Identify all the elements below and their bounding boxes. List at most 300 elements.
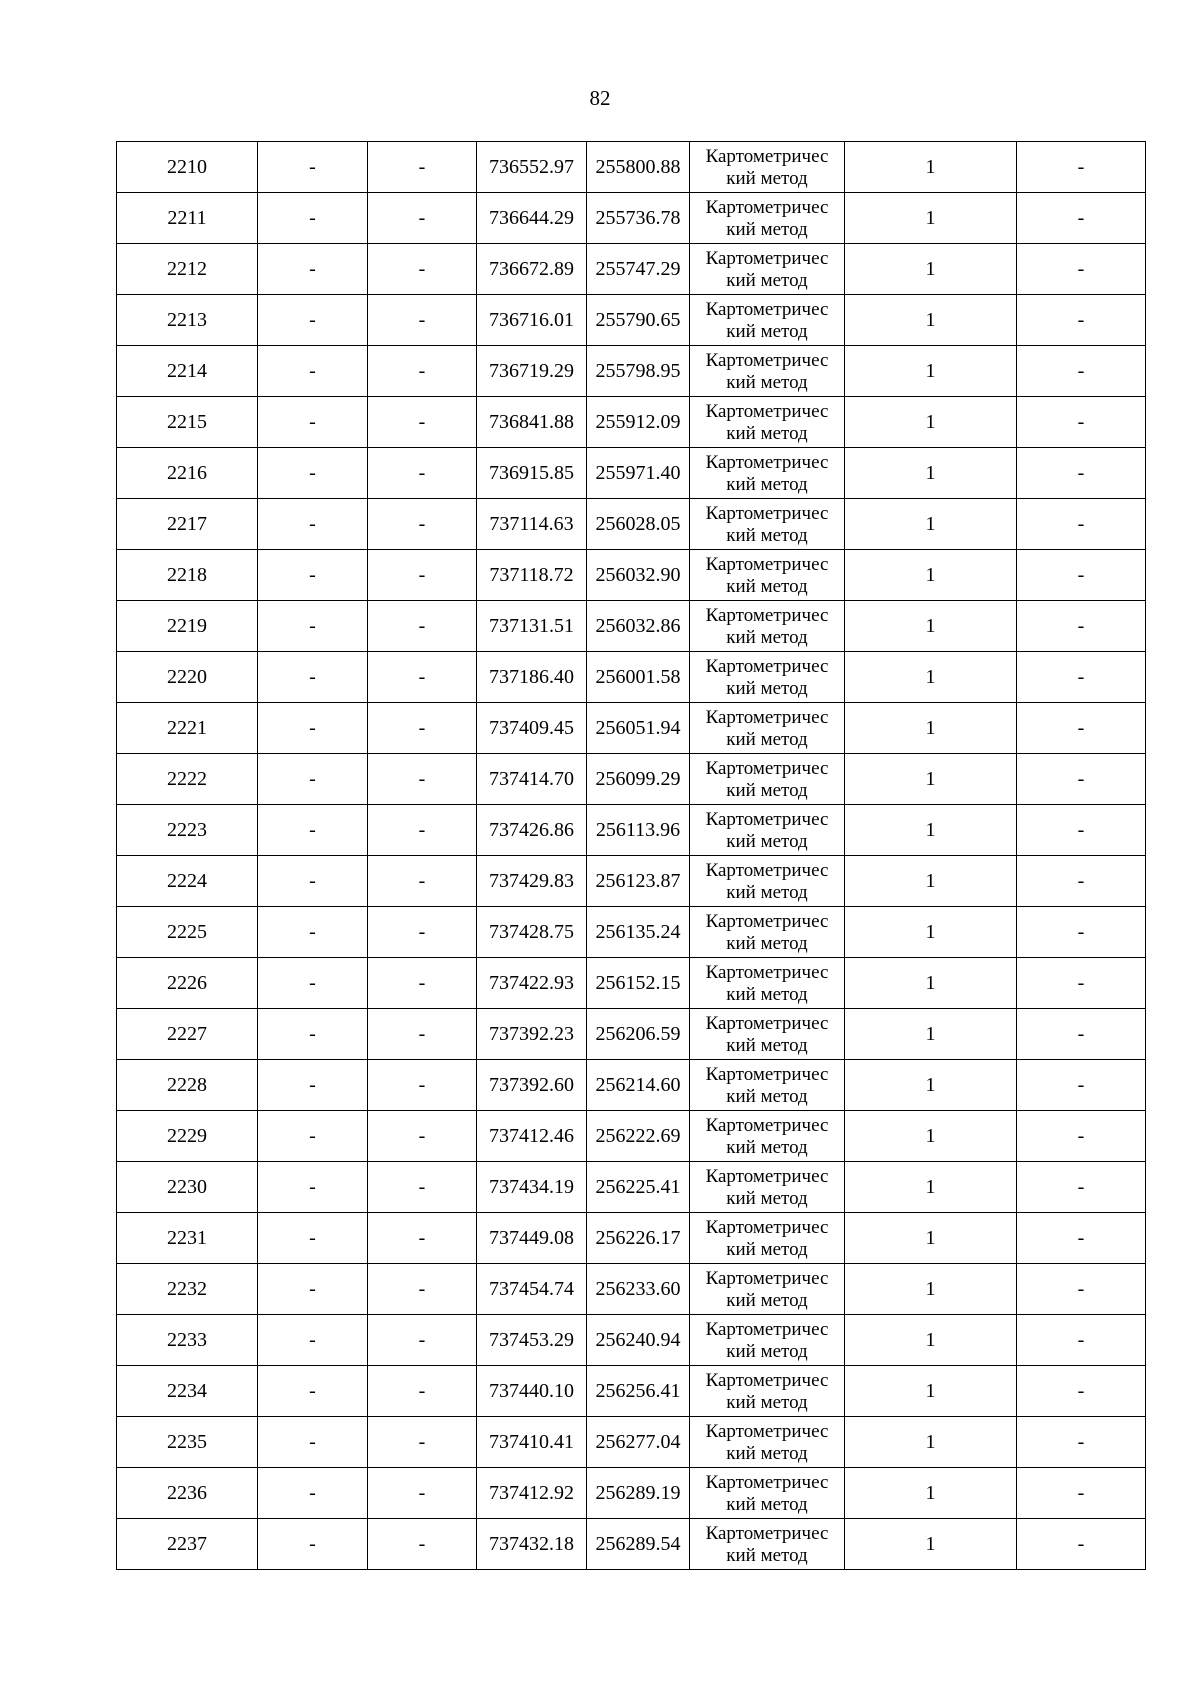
table-row — [117, 1264, 1146, 1315]
dash-cell: - — [258, 499, 368, 550]
dash-cell: - — [1017, 550, 1146, 601]
method-cell — [690, 1366, 845, 1417]
method-cell — [690, 142, 845, 193]
method-text-line: кий метод — [726, 575, 808, 597]
x-coordinate-cell: 737186.40 — [477, 652, 587, 703]
accuracy-value-cell: 1 — [845, 346, 1017, 397]
point-number-cell: 2220 — [117, 652, 258, 703]
point-number-cell: 2216 — [117, 448, 258, 499]
dash-cell: - — [368, 907, 477, 958]
y-coordinate-cell: 256289.19 — [587, 1468, 690, 1519]
dash-cell: - — [368, 1009, 477, 1060]
x-coordinate-cell: 737114.63 — [477, 499, 587, 550]
point-number-cell: 2213 — [117, 295, 258, 346]
table-row — [117, 1417, 1146, 1468]
point-number-cell: 2222 — [117, 754, 258, 805]
dash-cell: - — [368, 1468, 477, 1519]
table-row — [117, 703, 1146, 754]
table-row — [117, 499, 1146, 550]
point-number-cell: 2228 — [117, 1060, 258, 1111]
accuracy-value-cell: 1 — [845, 1213, 1017, 1264]
x-coordinate-cell: 736719.29 — [477, 346, 587, 397]
dash-cell: - — [1017, 1009, 1146, 1060]
dash-cell: - — [1017, 601, 1146, 652]
accuracy-value-cell: 1 — [845, 1366, 1017, 1417]
method-text-line: Картометричес — [705, 808, 829, 830]
accuracy-value-cell: 1 — [845, 550, 1017, 601]
dash-cell: - — [258, 448, 368, 499]
dash-cell: - — [368, 1417, 477, 1468]
x-coordinate-cell: 737429.83 — [477, 856, 587, 907]
x-coordinate-cell: 737412.46 — [477, 1111, 587, 1162]
accuracy-value-cell: 1 — [845, 1264, 1017, 1315]
point-number-cell: 2233 — [117, 1315, 258, 1366]
table-row — [117, 1315, 1146, 1366]
accuracy-value-cell: 1 — [845, 244, 1017, 295]
method-text-line: Картометричес — [705, 1420, 829, 1442]
dash-cell: - — [368, 1162, 477, 1213]
dash-cell: - — [1017, 805, 1146, 856]
point-number-cell: 2232 — [117, 1264, 258, 1315]
point-number-cell: 2236 — [117, 1468, 258, 1519]
point-number-cell: 2231 — [117, 1213, 258, 1264]
method-text-line: кий метод — [726, 1442, 808, 1464]
dash-cell: - — [1017, 346, 1146, 397]
dash-cell: - — [258, 907, 368, 958]
dash-cell: - — [1017, 295, 1146, 346]
dash-cell: - — [1017, 397, 1146, 448]
method-text-line: кий метод — [726, 1085, 808, 1107]
method-text-line: кий метод — [726, 218, 808, 240]
point-number-cell: 2219 — [117, 601, 258, 652]
method-cell — [690, 1162, 845, 1213]
dash-cell: - — [368, 958, 477, 1009]
dash-cell: - — [258, 1213, 368, 1264]
method-text-line: кий метод — [726, 422, 808, 444]
x-coordinate-cell: 737392.60 — [477, 1060, 587, 1111]
x-coordinate-cell: 737422.93 — [477, 958, 587, 1009]
dash-cell: - — [258, 1111, 368, 1162]
point-number-cell: 2211 — [117, 193, 258, 244]
dash-cell: - — [368, 703, 477, 754]
y-coordinate-cell: 255912.09 — [587, 397, 690, 448]
method-cell — [690, 1060, 845, 1111]
accuracy-value-cell: 1 — [845, 448, 1017, 499]
accuracy-value-cell: 1 — [845, 805, 1017, 856]
y-coordinate-cell: 256032.90 — [587, 550, 690, 601]
accuracy-value-cell: 1 — [845, 499, 1017, 550]
dash-cell: - — [1017, 652, 1146, 703]
dash-cell: - — [258, 856, 368, 907]
y-coordinate-cell: 255798.95 — [587, 346, 690, 397]
method-text-line: кий метод — [726, 626, 808, 648]
point-number-cell: 2217 — [117, 499, 258, 550]
method-cell — [690, 295, 845, 346]
method-cell — [690, 1111, 845, 1162]
accuracy-value-cell: 1 — [845, 142, 1017, 193]
point-number-cell: 2224 — [117, 856, 258, 907]
method-text-line: Картометричес — [705, 196, 829, 218]
method-text-line: кий метод — [726, 779, 808, 801]
coordinates-table — [116, 141, 1146, 1570]
point-number-cell: 2210 — [117, 142, 258, 193]
page-number: 82 — [589, 86, 611, 110]
method-text-line: Картометричес — [705, 961, 829, 983]
dash-cell: - — [368, 856, 477, 907]
accuracy-value-cell: 1 — [845, 1468, 1017, 1519]
method-text-line: Картометричес — [705, 1114, 829, 1136]
method-text-line: Картометричес — [705, 1267, 829, 1289]
x-coordinate-cell: 736644.29 — [477, 193, 587, 244]
method-text-line: кий метод — [726, 983, 808, 1005]
method-text-line: кий метод — [726, 269, 808, 291]
dash-cell: - — [1017, 1468, 1146, 1519]
dash-cell: - — [1017, 958, 1146, 1009]
point-number-cell: 2226 — [117, 958, 258, 1009]
y-coordinate-cell: 256135.24 — [587, 907, 690, 958]
dash-cell: - — [258, 1315, 368, 1366]
accuracy-value-cell: 1 — [845, 703, 1017, 754]
method-text-line: Картометричес — [705, 400, 829, 422]
dash-cell: - — [258, 1366, 368, 1417]
method-text-line: кий метод — [726, 1493, 808, 1515]
method-cell — [690, 652, 845, 703]
x-coordinate-cell: 736841.88 — [477, 397, 587, 448]
y-coordinate-cell: 255736.78 — [587, 193, 690, 244]
dash-cell: - — [1017, 193, 1146, 244]
method-text-line: кий метод — [726, 1136, 808, 1158]
method-text-line: кий метод — [726, 167, 808, 189]
table-row — [117, 754, 1146, 805]
dash-cell: - — [1017, 907, 1146, 958]
method-cell — [690, 703, 845, 754]
dash-cell: - — [258, 1264, 368, 1315]
dash-cell: - — [1017, 1519, 1146, 1570]
dash-cell: - — [258, 193, 368, 244]
method-text-line: кий метод — [726, 1340, 808, 1362]
method-text-line: кий метод — [726, 728, 808, 750]
point-number-cell: 2234 — [117, 1366, 258, 1417]
dash-cell: - — [258, 1519, 368, 1570]
x-coordinate-cell: 737410.41 — [477, 1417, 587, 1468]
method-text-line: Картометричес — [705, 604, 829, 626]
y-coordinate-cell: 256113.96 — [587, 805, 690, 856]
dash-cell: - — [258, 805, 368, 856]
y-coordinate-cell: 256028.05 — [587, 499, 690, 550]
accuracy-value-cell: 1 — [845, 907, 1017, 958]
point-number-cell: 2223 — [117, 805, 258, 856]
dash-cell: - — [368, 1060, 477, 1111]
table-row — [117, 805, 1146, 856]
accuracy-value-cell: 1 — [845, 1519, 1017, 1570]
method-text-line: кий метод — [726, 830, 808, 852]
method-text-line: Картометричес — [705, 1369, 829, 1391]
accuracy-value-cell: 1 — [845, 1162, 1017, 1213]
dash-cell: - — [258, 1060, 368, 1111]
y-coordinate-cell: 256289.54 — [587, 1519, 690, 1570]
accuracy-value-cell: 1 — [845, 1417, 1017, 1468]
dash-cell: - — [368, 805, 477, 856]
accuracy-value-cell: 1 — [845, 1009, 1017, 1060]
method-text-line: Картометричес — [705, 451, 829, 473]
table-row — [117, 397, 1146, 448]
dash-cell: - — [1017, 1111, 1146, 1162]
dash-cell: - — [1017, 1213, 1146, 1264]
table-row — [117, 1060, 1146, 1111]
y-coordinate-cell: 255800.88 — [587, 142, 690, 193]
y-coordinate-cell: 255747.29 — [587, 244, 690, 295]
method-text-line: кий метод — [726, 932, 808, 954]
dash-cell: - — [258, 346, 368, 397]
method-cell — [690, 499, 845, 550]
dash-cell: - — [368, 1366, 477, 1417]
method-cell — [690, 1315, 845, 1366]
x-coordinate-cell: 736672.89 — [477, 244, 587, 295]
x-coordinate-cell: 737412.92 — [477, 1468, 587, 1519]
table-row — [117, 142, 1146, 193]
y-coordinate-cell: 256277.04 — [587, 1417, 690, 1468]
method-cell — [690, 1213, 845, 1264]
accuracy-value-cell: 1 — [845, 1315, 1017, 1366]
method-cell — [690, 754, 845, 805]
method-text-line: кий метод — [726, 677, 808, 699]
dash-cell: - — [1017, 142, 1146, 193]
table-row — [117, 1468, 1146, 1519]
y-coordinate-cell: 256240.94 — [587, 1315, 690, 1366]
table-row — [117, 193, 1146, 244]
dash-cell: - — [258, 397, 368, 448]
x-coordinate-cell: 737118.72 — [477, 550, 587, 601]
method-cell — [690, 1009, 845, 1060]
y-coordinate-cell: 256032.86 — [587, 601, 690, 652]
table-row — [117, 958, 1146, 1009]
dash-cell: - — [368, 346, 477, 397]
y-coordinate-cell: 256222.69 — [587, 1111, 690, 1162]
table-row — [117, 346, 1146, 397]
dash-cell: - — [1017, 703, 1146, 754]
y-coordinate-cell: 255971.40 — [587, 448, 690, 499]
accuracy-value-cell: 1 — [845, 652, 1017, 703]
method-text-line: Картометричес — [705, 910, 829, 932]
x-coordinate-cell: 737454.74 — [477, 1264, 587, 1315]
dash-cell: - — [258, 958, 368, 1009]
dash-cell: - — [258, 754, 368, 805]
x-coordinate-cell: 737409.45 — [477, 703, 587, 754]
dash-cell: - — [368, 193, 477, 244]
y-coordinate-cell: 256152.15 — [587, 958, 690, 1009]
method-cell — [690, 244, 845, 295]
dash-cell: - — [368, 652, 477, 703]
dash-cell: - — [258, 295, 368, 346]
accuracy-value-cell: 1 — [845, 958, 1017, 1009]
dash-cell: - — [258, 601, 368, 652]
dash-cell: - — [368, 550, 477, 601]
table-row — [117, 1162, 1146, 1213]
method-text-line: Картометричес — [705, 655, 829, 677]
method-cell — [690, 1264, 845, 1315]
dash-cell: - — [368, 1264, 477, 1315]
dash-cell: - — [258, 244, 368, 295]
method-text-line: Картометричес — [705, 247, 829, 269]
dash-cell: - — [368, 754, 477, 805]
method-text-line: Картометричес — [705, 502, 829, 524]
table-row — [117, 1111, 1146, 1162]
dash-cell: - — [1017, 1060, 1146, 1111]
dash-cell: - — [368, 397, 477, 448]
dash-cell: - — [1017, 448, 1146, 499]
method-text-line: кий метод — [726, 1391, 808, 1413]
method-cell — [690, 1519, 845, 1570]
point-number-cell: 2215 — [117, 397, 258, 448]
table-row — [117, 244, 1146, 295]
point-number-cell: 2218 — [117, 550, 258, 601]
y-coordinate-cell: 255790.65 — [587, 295, 690, 346]
accuracy-value-cell: 1 — [845, 1060, 1017, 1111]
method-text-line: Картометричес — [705, 1318, 829, 1340]
method-cell — [690, 1417, 845, 1468]
dash-cell: - — [368, 142, 477, 193]
method-cell — [690, 907, 845, 958]
table-row — [117, 1519, 1146, 1570]
method-cell — [690, 550, 845, 601]
point-number-cell: 2235 — [117, 1417, 258, 1468]
x-coordinate-cell: 737449.08 — [477, 1213, 587, 1264]
method-text-line: кий метод — [726, 1544, 808, 1566]
dash-cell: - — [258, 652, 368, 703]
point-number-cell: 2229 — [117, 1111, 258, 1162]
method-text-line: Картометричес — [705, 1216, 829, 1238]
dash-cell: - — [1017, 1315, 1146, 1366]
table-row — [117, 1366, 1146, 1417]
y-coordinate-cell: 256206.59 — [587, 1009, 690, 1060]
method-cell — [690, 448, 845, 499]
table-row — [117, 295, 1146, 346]
method-text-line: Картометричес — [705, 757, 829, 779]
method-text-line: Картометричес — [705, 145, 829, 167]
y-coordinate-cell: 256123.87 — [587, 856, 690, 907]
accuracy-value-cell: 1 — [845, 754, 1017, 805]
x-coordinate-cell: 737392.23 — [477, 1009, 587, 1060]
method-cell — [690, 856, 845, 907]
dash-cell: - — [258, 550, 368, 601]
method-text-line: Картометричес — [705, 553, 829, 575]
method-text-line: кий метод — [726, 320, 808, 342]
y-coordinate-cell: 256214.60 — [587, 1060, 690, 1111]
dash-cell: - — [1017, 244, 1146, 295]
dash-cell: - — [368, 448, 477, 499]
x-coordinate-cell: 737434.19 — [477, 1162, 587, 1213]
x-coordinate-cell: 737414.70 — [477, 754, 587, 805]
point-number-cell: 2227 — [117, 1009, 258, 1060]
method-cell — [690, 397, 845, 448]
y-coordinate-cell: 256051.94 — [587, 703, 690, 754]
y-coordinate-cell: 256226.17 — [587, 1213, 690, 1264]
method-cell — [690, 958, 845, 1009]
method-text-line: кий метод — [726, 1187, 808, 1209]
dash-cell: - — [368, 1315, 477, 1366]
dash-cell: - — [1017, 1417, 1146, 1468]
dash-cell: - — [368, 295, 477, 346]
dash-cell: - — [368, 499, 477, 550]
method-text-line: кий метод — [726, 881, 808, 903]
dash-cell: - — [258, 142, 368, 193]
table-row — [117, 601, 1146, 652]
dash-cell: - — [368, 1213, 477, 1264]
dash-cell: - — [258, 1009, 368, 1060]
dash-cell: - — [1017, 1366, 1146, 1417]
method-cell — [690, 193, 845, 244]
dash-cell: - — [1017, 856, 1146, 907]
dash-cell: - — [258, 703, 368, 754]
table-row — [117, 448, 1146, 499]
dash-cell: - — [1017, 754, 1146, 805]
accuracy-value-cell: 1 — [845, 1111, 1017, 1162]
table-row — [117, 907, 1146, 958]
method-text-line: кий метод — [726, 1238, 808, 1260]
point-number-cell: 2225 — [117, 907, 258, 958]
y-coordinate-cell: 256001.58 — [587, 652, 690, 703]
table-row — [117, 652, 1146, 703]
table-row — [117, 1213, 1146, 1264]
dash-cell: - — [368, 1519, 477, 1570]
x-coordinate-cell: 737440.10 — [477, 1366, 587, 1417]
x-coordinate-cell: 737428.75 — [477, 907, 587, 958]
method-text-line: Картометричес — [705, 1063, 829, 1085]
x-coordinate-cell: 736552.97 — [477, 142, 587, 193]
point-number-cell: 2221 — [117, 703, 258, 754]
method-text-line: Картометричес — [705, 1012, 829, 1034]
method-text-line: Картометричес — [705, 298, 829, 320]
y-coordinate-cell: 256099.29 — [587, 754, 690, 805]
y-coordinate-cell: 256233.60 — [587, 1264, 690, 1315]
dash-cell: - — [258, 1468, 368, 1519]
table-row — [117, 856, 1146, 907]
accuracy-value-cell: 1 — [845, 397, 1017, 448]
method-text-line: кий метод — [726, 524, 808, 546]
dash-cell: - — [1017, 1264, 1146, 1315]
x-coordinate-cell: 737432.18 — [477, 1519, 587, 1570]
point-number-cell: 2214 — [117, 346, 258, 397]
method-text-line: Картометричес — [705, 859, 829, 881]
method-cell — [690, 805, 845, 856]
accuracy-value-cell: 1 — [845, 856, 1017, 907]
dash-cell: - — [368, 244, 477, 295]
method-cell — [690, 601, 845, 652]
table-row — [117, 1009, 1146, 1060]
method-text-line: кий метод — [726, 1289, 808, 1311]
method-text-line: Картометричес — [705, 706, 829, 728]
method-text-line: Картометричес — [705, 1165, 829, 1187]
method-text-line: кий метод — [726, 1034, 808, 1056]
dash-cell: - — [368, 1111, 477, 1162]
x-coordinate-cell: 736915.85 — [477, 448, 587, 499]
method-cell — [690, 1468, 845, 1519]
dash-cell: - — [1017, 499, 1146, 550]
point-number-cell: 2230 — [117, 1162, 258, 1213]
x-coordinate-cell: 737453.29 — [477, 1315, 587, 1366]
x-coordinate-cell: 737426.86 — [477, 805, 587, 856]
point-number-cell: 2212 — [117, 244, 258, 295]
y-coordinate-cell: 256256.41 — [587, 1366, 690, 1417]
accuracy-value-cell: 1 — [845, 601, 1017, 652]
dash-cell: - — [368, 601, 477, 652]
accuracy-value-cell: 1 — [845, 193, 1017, 244]
method-cell — [690, 346, 845, 397]
accuracy-value-cell: 1 — [845, 295, 1017, 346]
method-text-line: кий метод — [726, 473, 808, 495]
method-text-line: Картометричес — [705, 1522, 829, 1544]
method-text-line: кий метод — [726, 371, 808, 393]
